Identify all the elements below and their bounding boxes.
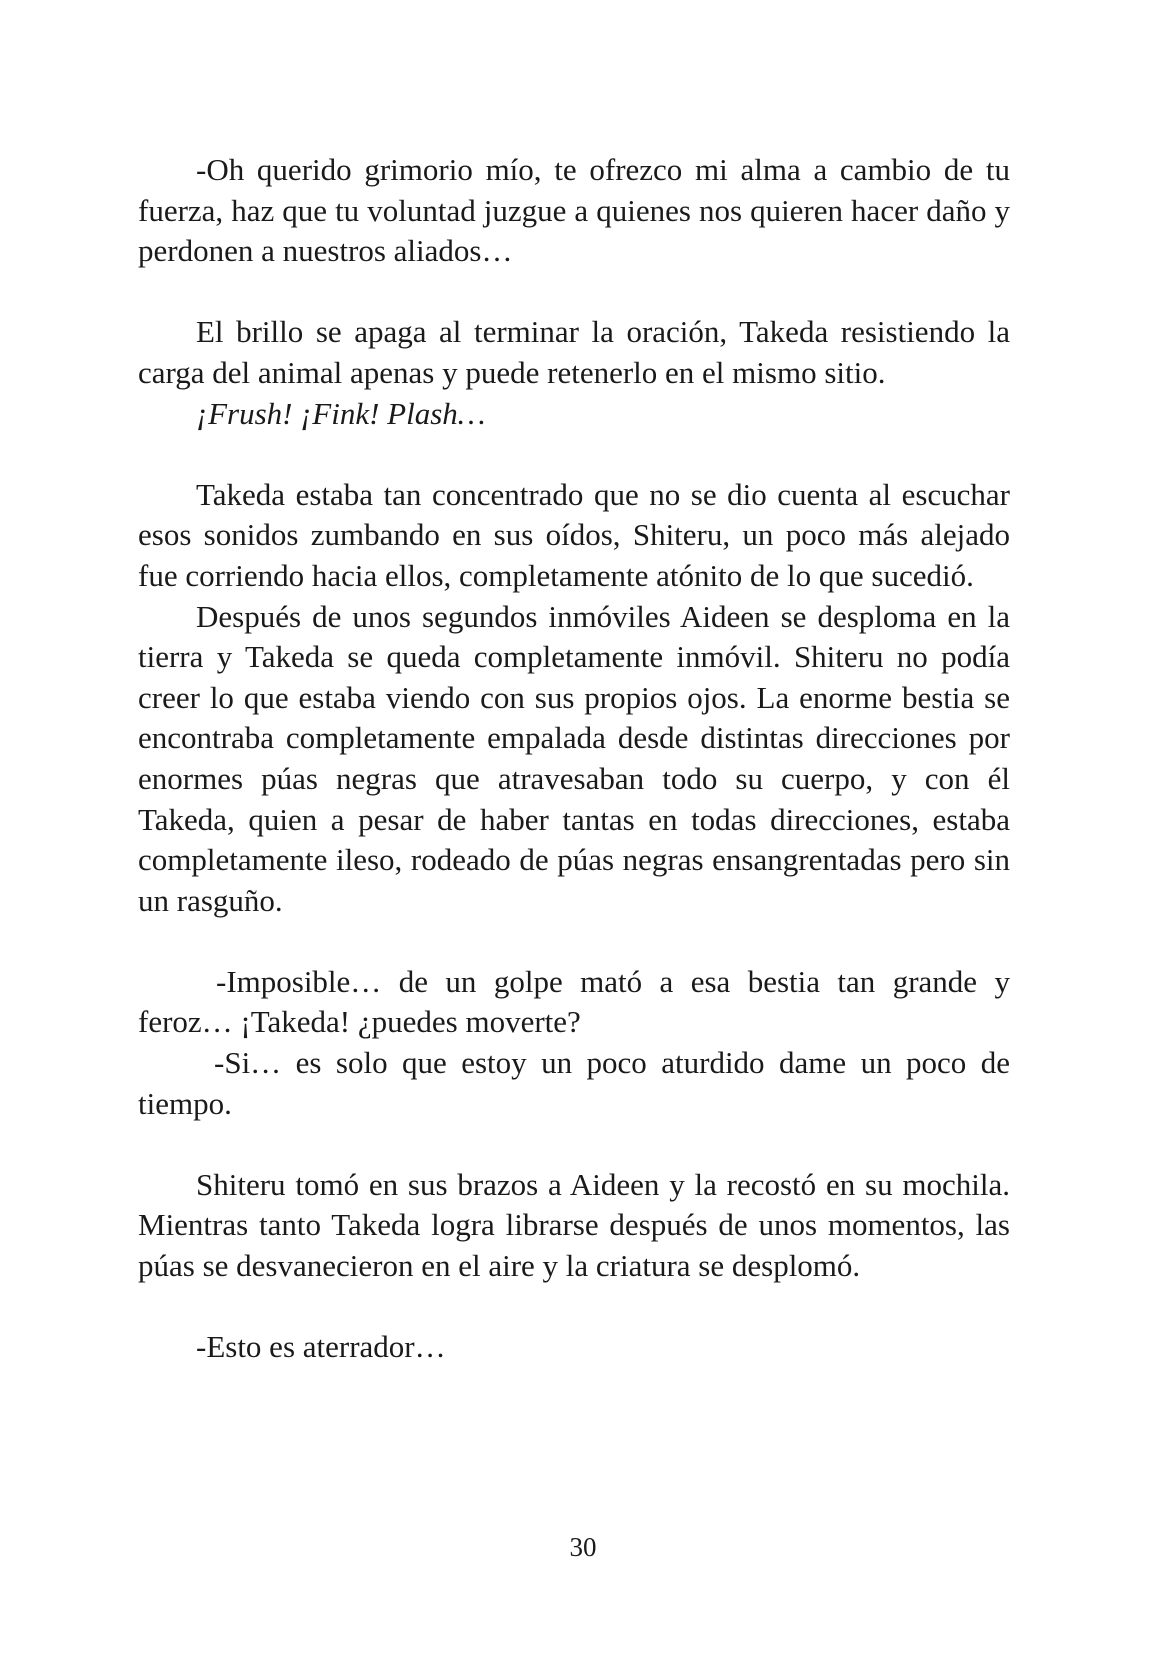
paragraph-gap xyxy=(138,1287,1010,1328)
paragraph-gap xyxy=(138,434,1010,475)
paragraph-gap xyxy=(138,1124,1010,1165)
paragraph-takeda-concentrated: Takeda estaba tan concentrado que no se dio cuenta al escuchar esos sonidos zumbando en sus oídos, Shiteru, un poco más alejado fue corriendo hacia ellos, completamente atónito de lo que sucedió. xyxy=(138,476,1010,593)
dialogue-terrifying: -Esto es aterrador… xyxy=(196,1329,446,1365)
paragraph-gap xyxy=(138,921,1010,962)
paragraph-invocation: -Oh querido grimorio mío, te ofrezco mi alma a cambio de tu fuerza, haz que tu voluntad juzgue a quienes nos quieren hacer daño y perdonen a nuestros aliados… xyxy=(138,152,1010,269)
paragraph-shiteru-backpack: Shiteru tomó en sus brazos a Aideen y la recostó en su mochila. Mientras tanto Takeda logra librarse después de unos momentos, las púas se desvanecieron en el aire y la criatura se desplomó. xyxy=(138,1166,1010,1284)
paragraph-gap xyxy=(138,272,1010,313)
dialogue-dazed: -Si… es solo que estoy un poco aturdido dame un poco de tiempo. xyxy=(138,1045,1010,1121)
page-number: 30 xyxy=(569,1532,597,1562)
paragraph-glow-fades: El brillo se apaga al terminar la oración, Takeda resistiendo la carga del animal apenas y puede retenerlo en el mismo sitio. xyxy=(138,314,1010,390)
dialogue-impossible: -Imposible… de un golpe mató a esa bestia tan grande y feroz… ¡Takeda! ¿puedes moverte? xyxy=(138,963,1010,1040)
paragraph-aideen-collapses: Después de unos segundos inmóviles Aideen se desploma en la tierra y Takeda se queda completamente inmóvil. Shiteru no podía creer lo que estaba viendo con sus propios ojos. La enorme bestia se encontraba completamente empalada desde distintas direcciones por enormes púas negras que atravesaban todo su cuerpo, y con él Takeda, quien a pesar de haber tantas en todas direcciones, estaba completamente ileso, rodeado de púas negras ensangrentadas pero sin un rasguño. xyxy=(138,598,1010,918)
paragraph-sound-effects: ¡Frush! ¡Fink! Plash… xyxy=(196,395,486,431)
page-body xyxy=(138,150,1010,1368)
